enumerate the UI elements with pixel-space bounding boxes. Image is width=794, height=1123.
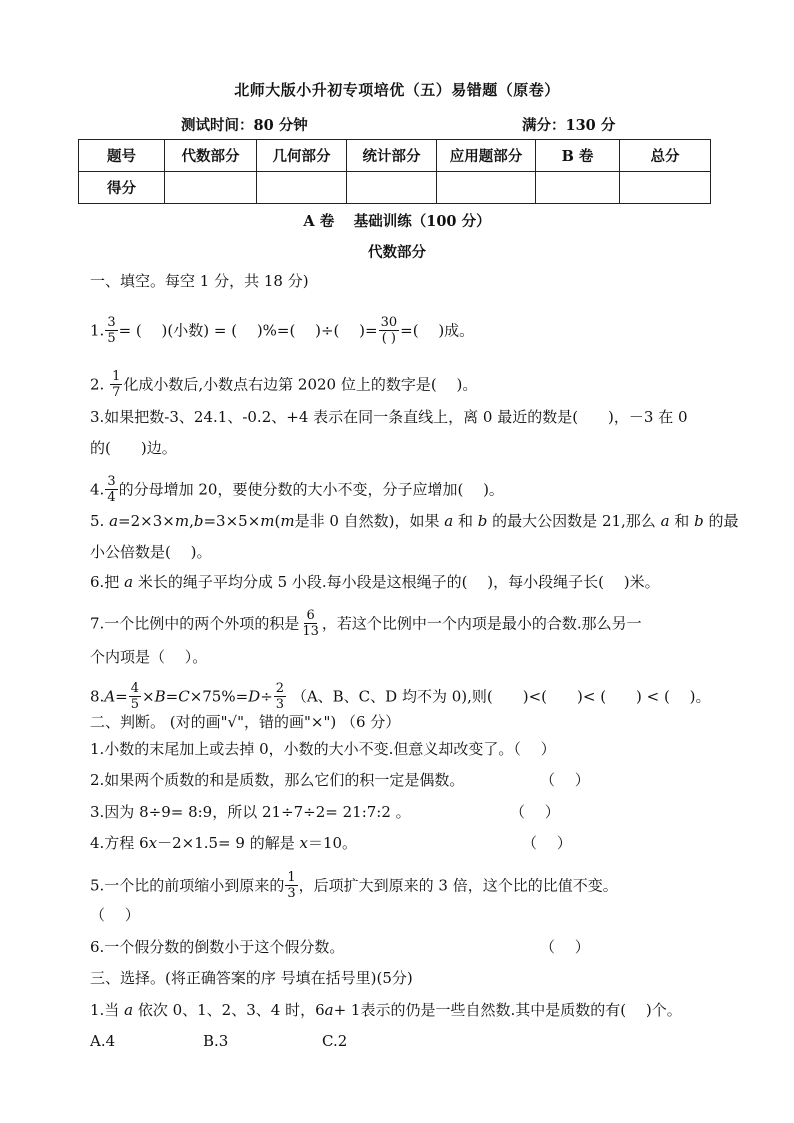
variable: a bbox=[109, 512, 119, 530]
fraction bbox=[105, 315, 117, 346]
text: 4.方程 6 bbox=[90, 834, 149, 852]
score-header-cell: 几何部分 bbox=[257, 140, 347, 172]
answer-paren[interactable]: （ ） bbox=[522, 834, 572, 852]
score-input-cell[interactable] bbox=[347, 172, 437, 204]
q-number: 2. bbox=[90, 375, 110, 394]
q-number: 4. bbox=[90, 480, 105, 499]
fraction-denominator: 5 bbox=[130, 697, 140, 712]
variable: B bbox=[154, 687, 166, 706]
question-1-7-line-1 bbox=[90, 609, 642, 640]
fraction-denominator: 7 bbox=[112, 385, 121, 400]
answer-paren[interactable]: （ ） bbox=[540, 938, 590, 956]
q-number: 1. bbox=[90, 321, 105, 340]
question-1-4 bbox=[90, 475, 504, 506]
variable: b bbox=[694, 512, 704, 530]
variable: m bbox=[280, 512, 295, 530]
text: , bbox=[189, 512, 194, 530]
text: ×75%= bbox=[189, 687, 249, 706]
variable: a bbox=[324, 1001, 334, 1019]
answer-paren[interactable]: （ ） bbox=[90, 906, 140, 924]
text: 依次 0、1、2、3、4 时，6 bbox=[133, 1001, 325, 1019]
score-header-cell: 应用题部分 bbox=[437, 140, 536, 172]
score-input-cell[interactable] bbox=[620, 172, 711, 204]
question-2-4 bbox=[90, 834, 357, 852]
full-score: 满分：130 分 bbox=[522, 117, 616, 134]
question-1-5-line-2: 小公倍数是( )。 bbox=[90, 543, 212, 561]
question-text: = ( )(小数) = ( )%=( )÷( )= bbox=[118, 321, 378, 340]
text: = bbox=[165, 687, 179, 706]
text: 和 bbox=[453, 512, 478, 530]
variable: D bbox=[248, 687, 261, 706]
variable: b bbox=[477, 512, 488, 530]
question-2-6: 6.一个假分数的倒数小于这个假分数。 bbox=[90, 938, 345, 956]
question-3-1 bbox=[90, 1001, 682, 1019]
text: 5. bbox=[90, 512, 110, 530]
variable: a bbox=[124, 573, 134, 591]
score-header-cell: 总分 bbox=[620, 140, 711, 172]
question-1-6 bbox=[90, 573, 660, 591]
text: =3×5× bbox=[203, 512, 261, 530]
score-header-cell: B 卷 bbox=[536, 140, 620, 172]
fraction-denominator: ( ) bbox=[381, 331, 396, 346]
score-input-cell[interactable] bbox=[536, 172, 620, 204]
text: 米长的绳子平均分成 5 小段.每小段是这根绳子的( )，每小段绳子长( )米。 bbox=[133, 573, 660, 591]
question-2-2: 2.如果两个质数的和是质数，那么它们的积一定是偶数。 bbox=[90, 771, 465, 789]
variable: a bbox=[660, 512, 670, 530]
question-1-2 bbox=[90, 370, 477, 401]
fraction-denominator: 3 bbox=[275, 697, 285, 712]
option-a[interactable]: A.4 bbox=[90, 1032, 116, 1050]
text: ( bbox=[274, 512, 281, 530]
question-text: 7.一个比例中的两个外项的积是 bbox=[90, 614, 300, 633]
text: ÷ bbox=[260, 687, 273, 706]
score-input-cell[interactable] bbox=[257, 172, 347, 204]
score-table-score-row bbox=[79, 172, 711, 204]
question-1-5-line-1 bbox=[90, 512, 738, 530]
fraction-numerator: 6 bbox=[306, 608, 315, 623]
answer-paren[interactable]: （ ） bbox=[510, 803, 560, 821]
question-text: 的分母增加 20，要使分数的大小不变，分子应增加( )。 bbox=[118, 480, 504, 499]
fraction bbox=[379, 315, 400, 346]
score-table bbox=[78, 139, 711, 204]
text: × bbox=[142, 687, 155, 706]
variable: b bbox=[193, 512, 204, 530]
question-1-3-line-1: 3.如果把数-3、24.1、-0.2、+4 表示在同一条直线上，离 0 最近的数是( )，－3 在 0 bbox=[90, 408, 688, 426]
question-2-1: 1.小数的末尾加上或去掉 0，小数的大小不变.但意义却改变了。（ ） bbox=[90, 740, 556, 758]
text: 1.当 bbox=[90, 1001, 125, 1019]
fraction-numerator: 3 bbox=[107, 474, 116, 489]
fraction-denominator: 5 bbox=[107, 331, 116, 346]
fraction bbox=[110, 369, 122, 400]
text: 是非 0 自然数)，如果 bbox=[294, 512, 445, 530]
question-1-7-line-2: 个内项是（ ）。 bbox=[90, 648, 208, 666]
question-2-5 bbox=[90, 871, 618, 902]
question-1-3-line-2: 的( )边。 bbox=[90, 439, 177, 457]
score-input-cell[interactable] bbox=[165, 172, 257, 204]
text: =2×3× bbox=[118, 512, 175, 530]
section-3-heading: 三、选择。(将正确答案的序 号填在括号里)(5分) bbox=[90, 969, 413, 987]
fraction-denominator: 4 bbox=[107, 490, 116, 505]
score-header-cell: 统计部分 bbox=[347, 140, 437, 172]
variable: A bbox=[104, 687, 116, 706]
question-text: =( )成。 bbox=[400, 321, 475, 340]
question-text: ，后项扩大到原来的 3 倍，这个比的比值不变。 bbox=[298, 876, 618, 895]
fraction bbox=[105, 474, 117, 505]
fraction-numerator: 3 bbox=[107, 315, 116, 330]
question-text: ，若这个比例中一个内项是最小的合数.那么另一 bbox=[321, 614, 642, 633]
score-input-cell[interactable] bbox=[437, 172, 536, 204]
answer-paren[interactable]: （ ） bbox=[540, 771, 590, 789]
text: （A、B、C、D 均不为 0),则( )<( )< ( ) < ( )。 bbox=[287, 687, 711, 706]
question-1-1 bbox=[90, 316, 474, 347]
fraction-numerator: 1 bbox=[112, 369, 121, 384]
variable: C bbox=[178, 687, 190, 706]
part-title: 代数部分 bbox=[368, 244, 426, 261]
text: = bbox=[115, 687, 128, 706]
question-2-3: 3.因为 8÷9= 8:9，所以 21÷7÷2= 21:7:2 。 bbox=[90, 803, 411, 821]
score-header-cell: 代数部分 bbox=[165, 140, 257, 172]
fraction-denominator: 13 bbox=[302, 624, 319, 639]
test-time: 测试时间：80 分钟 bbox=[181, 117, 308, 134]
question-1-8 bbox=[90, 682, 711, 713]
section-2-heading: 二、判断。 (对的画"√"，错的画"×") （6 分） bbox=[90, 713, 401, 731]
variable: a bbox=[124, 1001, 134, 1019]
variable: x bbox=[299, 834, 308, 852]
text: 的最大公因数是 21,那么 bbox=[487, 512, 661, 530]
variable: m bbox=[174, 512, 190, 530]
score-header-cell: 题号 bbox=[79, 140, 165, 172]
variable: a bbox=[444, 512, 454, 530]
text: 6.把 bbox=[90, 573, 125, 591]
text: 的最 bbox=[703, 512, 739, 530]
score-row-label: 得分 bbox=[79, 172, 165, 204]
text: ＝10。 bbox=[307, 834, 358, 852]
page-title: 北师大版小升初专项培优（五）易错题（原卷） bbox=[234, 81, 560, 99]
text: 8. bbox=[90, 687, 105, 706]
variable: m bbox=[260, 512, 275, 530]
question-text: 化成小数后,小数点右边第 2020 位上的数字是( )。 bbox=[123, 375, 478, 394]
fraction bbox=[285, 870, 297, 901]
fraction-numerator: 4 bbox=[130, 681, 140, 696]
score-table-header-row bbox=[79, 140, 711, 172]
section-1-heading: 一、填空。每空 1 分，共 18 分) bbox=[90, 272, 309, 290]
option-b[interactable]: B.3 bbox=[203, 1032, 229, 1050]
variable: x bbox=[148, 834, 158, 852]
text: + 1表示的仍是一些自然数.其中是质数的有( )个。 bbox=[333, 1001, 682, 1019]
section-a-title: A 卷 基础训练（100 分） bbox=[303, 213, 491, 230]
fraction bbox=[129, 681, 141, 712]
fraction bbox=[300, 608, 321, 639]
text: －2×1.5= 9 的解是 bbox=[157, 834, 300, 852]
question-text: 5.一个比的前项缩小到原来的 bbox=[90, 876, 285, 895]
fraction-numerator: 30 bbox=[380, 315, 398, 330]
fraction-numerator: 2 bbox=[275, 681, 285, 696]
fraction-numerator: 1 bbox=[287, 870, 296, 885]
text: 和 bbox=[669, 512, 695, 530]
fraction-denominator: 3 bbox=[287, 886, 296, 901]
fraction bbox=[274, 681, 286, 712]
option-c[interactable]: C.2 bbox=[322, 1032, 348, 1050]
